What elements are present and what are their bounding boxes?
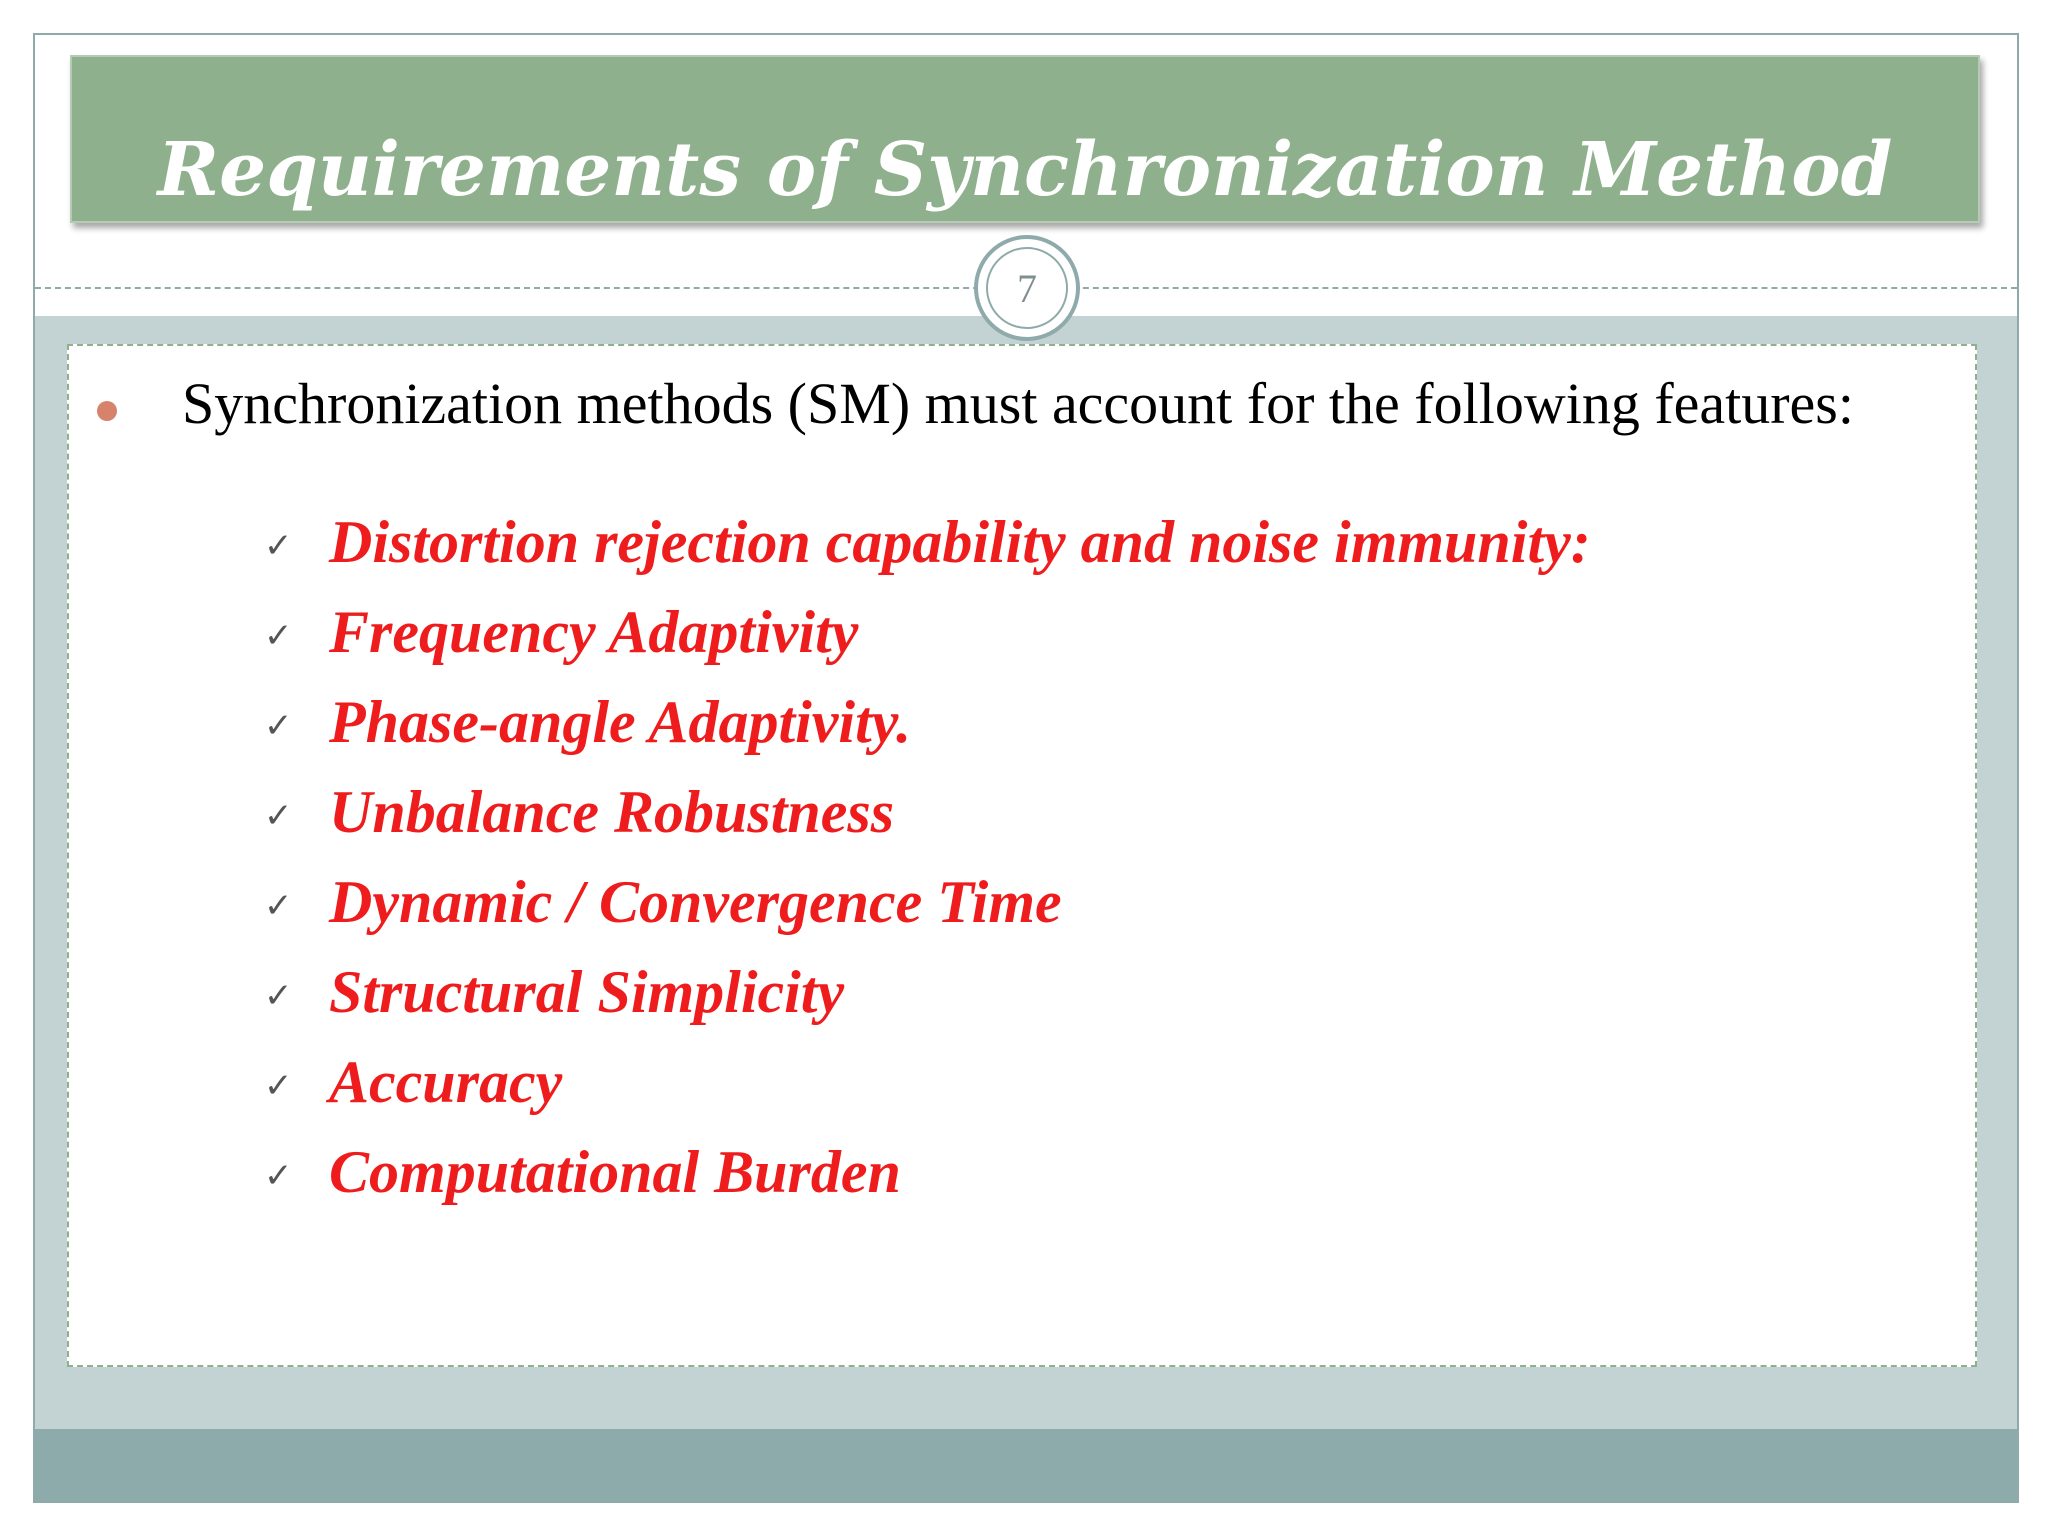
feature-item (69, 1046, 1969, 1126)
checkmark-icon: ✓ (264, 796, 293, 836)
feature-item (69, 506, 1969, 586)
feature-item (69, 596, 1969, 676)
main-bullet (97, 366, 1977, 441)
bullet-dot-icon (97, 401, 117, 421)
checkmark-icon: ✓ (264, 976, 293, 1016)
slide-title: Requirements of Synchronization Method (157, 127, 1893, 213)
slide (33, 33, 2019, 1503)
feature-text: Structural Simplicity (329, 959, 845, 1025)
checkmark-icon: ✓ (264, 616, 293, 656)
checkmark-icon: ✓ (264, 1156, 293, 1196)
feature-item (69, 866, 1969, 946)
feature-text: Phase-angle Adaptivity. (329, 689, 912, 755)
feature-text: Dynamic / Convergence Time (329, 869, 1062, 935)
title-bar (70, 55, 1980, 223)
slide-number: 7 (986, 247, 1068, 329)
checkmark-icon: ✓ (264, 526, 293, 566)
feature-text: Frequency Adaptivity (329, 599, 859, 665)
feature-text: Distortion rejection capability and noise immunity: (329, 509, 1591, 575)
feature-text: Unbalance Robustness (329, 779, 895, 845)
feature-item (69, 1136, 1969, 1216)
feature-text: Accuracy (329, 1049, 563, 1115)
checkmark-icon: ✓ (264, 706, 293, 746)
main-bullet-text: Synchronization methods (SM) must account for the following features: (182, 371, 1854, 436)
feature-item (69, 956, 1969, 1036)
content-box (67, 344, 1977, 1367)
feature-item (69, 776, 1969, 856)
footer-band (35, 1429, 2017, 1501)
feature-text: Computational Burden (329, 1139, 901, 1205)
feature-item (69, 686, 1969, 766)
checkmark-icon: ✓ (264, 1066, 293, 1106)
checkmark-icon: ✓ (264, 886, 293, 926)
slide-number-badge (974, 235, 1080, 341)
